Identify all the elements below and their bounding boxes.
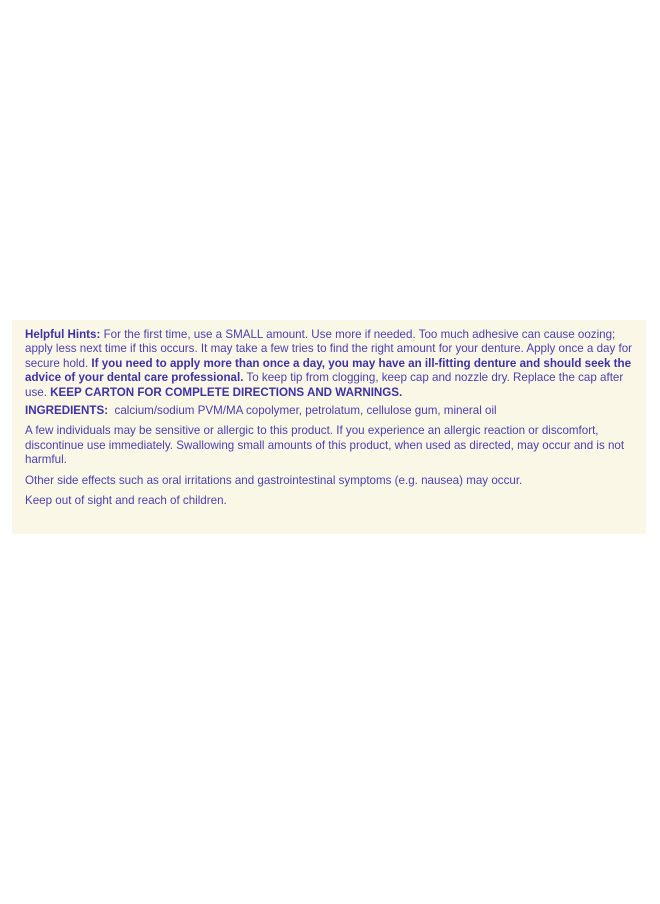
- ingredients-paragraph: [25, 404, 636, 418]
- helpful-hints-text: For the first time, use a SMALL amount. Use more if needed. Too much adhesive can cause oozing; apply less next time if this occurs. It may take a few tries to find the right amount for your denture. Apply once a day for secure hold.: [25, 328, 633, 370]
- allergy-warning: A few individuals may be sensitive or allergic to this product. If you experience an allergic reaction or discomfort, discontinue use immediately. Swallowing small amounts of this product, when used as directed, may occur and is not harmful.: [25, 424, 625, 467]
- side-effects-warning: Other side effects such as oral irritations and gastrointestinal symptoms (e.g. nausea) may occur.: [25, 473, 523, 487]
- nozzle-care-text: To keep tip from clogging, keep cap and nozzle dry. Replace the cap after use.: [25, 371, 624, 399]
- ingredients-list: calcium/sodium PVM/MA copolymer, petrolatum, cellulose gum, mineral oil: [108, 404, 497, 418]
- keep-carton-notice: KEEP CARTON FOR COMPLETE DIRECTIONS AND WARNINGS.: [50, 385, 403, 399]
- ingredients-heading: INGREDIENTS:: [25, 404, 109, 418]
- helpful-hints-heading: Helpful Hints:: [25, 328, 101, 341]
- ill-fitting-denture-warning: If you need to apply more than once a day, you may have an ill-fitting denture and should seek the advice of your dental care professional.: [25, 356, 632, 385]
- helpful-hints-paragraph: [25, 328, 636, 400]
- children-warning: Keep out of sight and reach of children.: [25, 494, 227, 508]
- product-label-panel: [12, 320, 646, 534]
